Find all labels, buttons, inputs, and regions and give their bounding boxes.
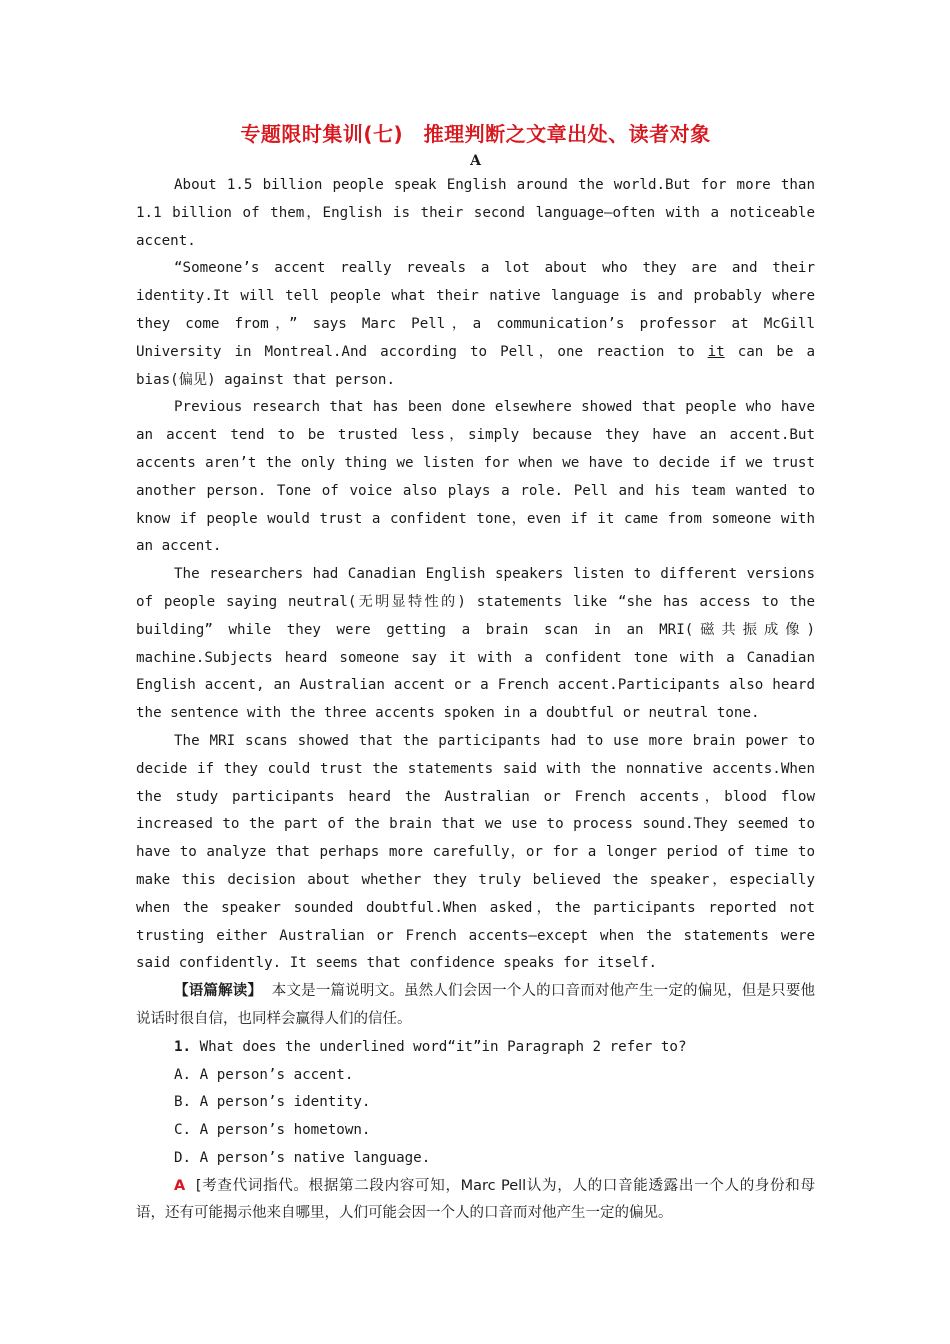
paragraph-4: The researchers had Canadian English speakers listen to different versions of people saying neutral(无明显特性的) statements like “she has access to the building” while they were getting a brain scan in an MRI(磁共振成像) machine.Subjects heard someone say it with a confident tone with a Canadian English accent, an Australian accent or a French accent.Participants also heard the sentence with the three accents spoken in a doubtful or neutral tone. [136,566,815,722]
question-text: What does the underlined word“it”in Paragraph 2 refer to? [199,1038,687,1055]
analysis-text: 本文是一篇说明文。虽然人们会因一个人的口音而对他产生一定的偏见，但是只要他说话时很自信，也同样会赢得人们的信任。 [136,983,816,1027]
option-c: C. A person’s hometown. [174,1122,371,1139]
page-title: 专题限时集训(七) 推理判断之文章出处、读者对象 [240,122,711,146]
analysis-label: 【语篇解读】 [174,983,263,1000]
section-letter: A [470,153,481,169]
analysis-paragraph [136,978,815,1034]
answer-letter: A [174,1177,186,1194]
paragraph-2-text-after: can be a bias(偏见) against that person. [136,343,816,388]
paragraph-2-text-before: “Someone’s accent really reveals a lot about who they are and their identity.It will tell people what their native language is and probably where they come from，” says Marc Pell，a communication’s professor at McGill University in Montreal.And according to Pell，one reaction to [136,260,815,360]
answer-explanation: [考查代词指代。根据第二段内容可知，Marc Pell认为，人的口音能透露出一个人的身份和母语，还有可能揭示他来自哪里，人们可能会因一个人的口音而对他产生一定的偏见。 [136,1177,815,1222]
paragraph-5: The MRI scans showed that the participants had to use more brain power to decide if they could trust the statements said with the nonnative accents.When the study participants heard the Australian or French accents，blood flow increased to the part of the brain that we use to process sound.They seemed to have to analyze that perhaps more carefully，or for a longer period of time to make this decision about whether they truly believed the speaker，especially when the speaker sounded doubtful.When asked，the participants reported not trusting either Australian or French accents—except when the statements were said confidently. It seems that confidence speaks for itself. [136,732,815,972]
paragraph-2 [136,255,815,394]
answer-paragraph [136,1173,815,1229]
document-page [136,118,815,1228]
option-b: B. A person’s identity. [174,1094,371,1111]
paragraph-3: Previous research that has been done elsewhere showed that people who have an accent tend to be trusted less，simply because they have an accent.But accents aren’t the only thing we listen for when we have to decide if we trust another person. Tone of voice also plays a role. Pell and his team wanted to know if people would trust a confident tone，even if it came from someone with an accent. [136,399,815,555]
question-1 [136,1034,815,1062]
option-a: A. A person’s accent. [174,1066,354,1083]
underlined-word-it: it [707,343,725,360]
question-number: 1. [174,1038,192,1055]
option-d: D. A person’s native language. [174,1149,431,1166]
paragraph-1: About 1.5 billion people speak English around the world.But for more than 1.1 billion of them，English is their second language—often with a noticeable accent. [136,177,815,249]
